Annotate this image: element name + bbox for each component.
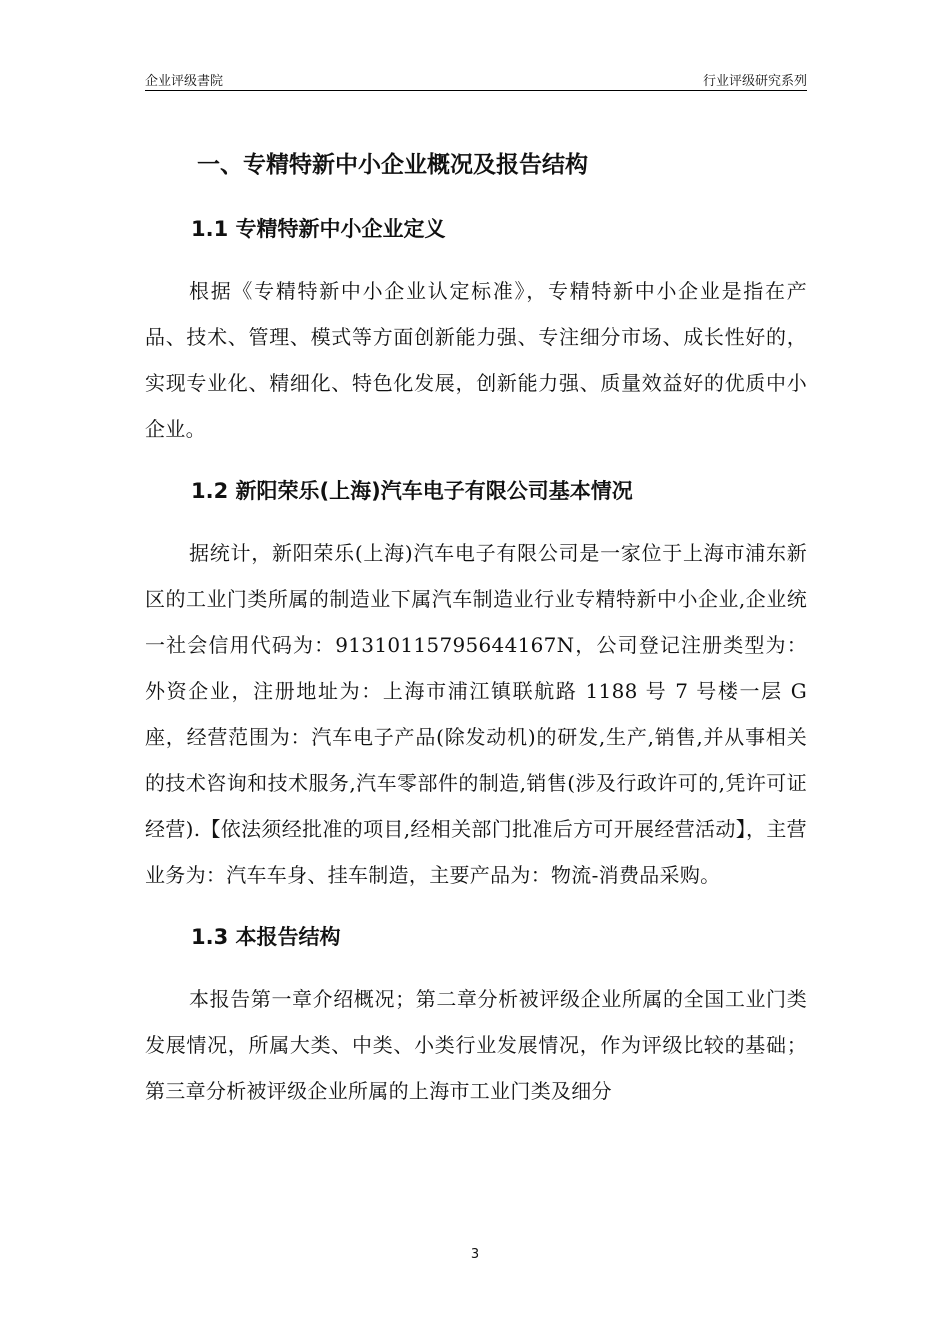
subsection-heading-1-1: 1.1 专精特新中小企业定义 bbox=[191, 217, 446, 241]
document-body bbox=[145, 140, 807, 1128]
section-title: 一、专精特新中小企业概况及报告结构 bbox=[197, 152, 588, 178]
page-header bbox=[145, 68, 807, 91]
paragraph-report-structure: 本报告第一章介绍概况；第二章分析被评级企业所属的全国工业门类发展情况，所属大类、中类、小类行业发展情况，作为评级比较的基础；第三章分析被评级企业所属的上海市工业门类及细分 bbox=[145, 987, 807, 1103]
paragraph-definition: 根据《专精特新中小企业认定标准》，专精特新中小企业是指在产品、技术、管理、模式等方面创新能力强、专注细分市场、成长性好的，实现专业化、精细化、特色化发展，创新能力强、质量效益好的优质中小企业。 bbox=[145, 279, 807, 441]
header-right-title: 行业评级研究系列 bbox=[702, 74, 807, 89]
subsection-heading-1-2: 1.2 新阳荣乐(上海)汽车电子有限公司基本情况 bbox=[191, 479, 633, 503]
header-left-title: 企业评级書院 bbox=[145, 74, 224, 89]
subsection-heading-1-3: 1.3 本报告结构 bbox=[191, 925, 341, 949]
paragraph-company-info: 据统计，新阳荣乐(上海)汽车电子有限公司是一家位于上海市浦东新区的工业门类所属的制造业下属汽车制造业行业专精特新中小企业,企业统一社会信用代码为：91310115795644167N，公司登记注册类型为：外资企业，注册地址为：上海市浦江镇联航路 1188 号 7 号楼一层 G 座，经营范围为：汽车电子产品(除发动机)的研发,生产,销售,并从事相关的技术咨询和技术服务,汽车零部件的制造,销售(涉及行政许可的,凭许可证经营).【依法须经批准的项目,经相关部门批准后方可开展经营活动】，主营业务为：汽车车身、挂车制造，主要产品为：物流-消费品采购。 bbox=[145, 541, 807, 887]
page-number: 3 bbox=[470, 1247, 480, 1262]
